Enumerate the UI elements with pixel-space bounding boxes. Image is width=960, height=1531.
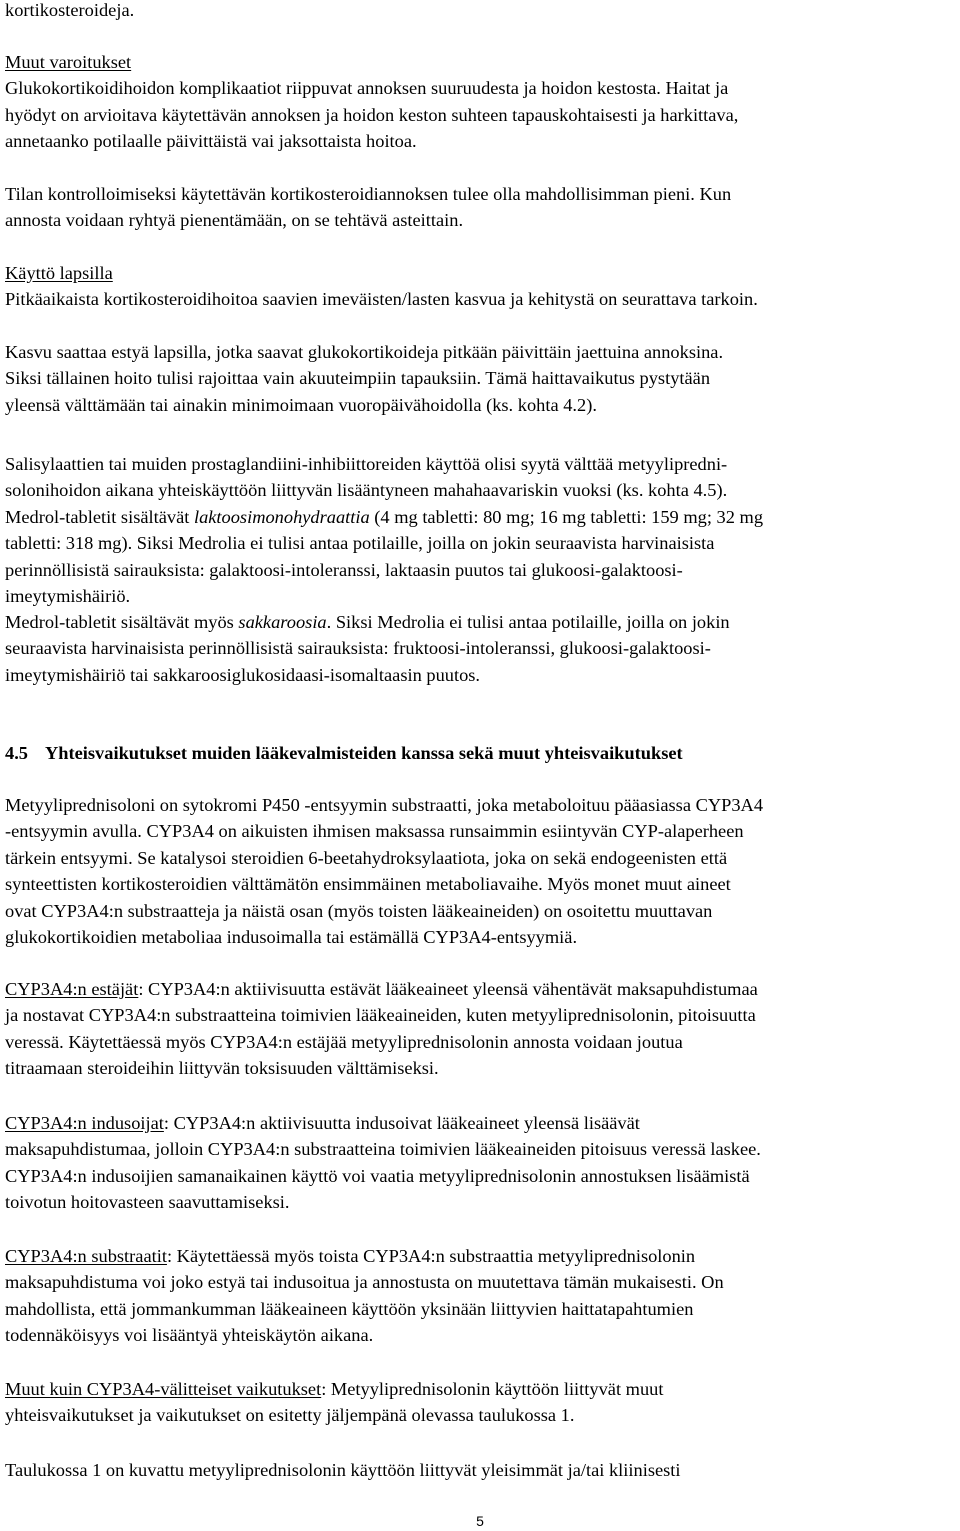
text-run: . Siksi Medrolia ei tulisi antaa potilaille, joilla on jokin: [326, 612, 730, 632]
section-substraatit: [5, 1243, 724, 1349]
paragraph-line: imeytymishäiriö tai sakkaroosiglukosidaasi-isomaltaasin puutos.: [5, 664, 481, 685]
text-run: : Metyyliprednisolonin käyttöön liittyvät muut: [321, 1379, 664, 1399]
text-run: (4 mg tabletti: 80 mg; 16 mg tabletti: 159 mg; 32 mg: [369, 506, 764, 527]
paragraph-line: seuraavista harvinaisista perinnöllisistä sairauksista: fruktoosi-intoleranssi, glukoosi-galaktoosi-: [5, 638, 711, 659]
paragraph-line: glukokortikoidien metaboliaa indusoimalla tai estämällä CYP3A4-entsyymiä.: [5, 927, 578, 948]
paragraph-line: maksapuhdistuma voi joko estyä tai indusoitua ja annostusta on muutettava tämän mukaisesti. On: [5, 1272, 724, 1293]
paragraph-line: annosta voidaan ryhtyä pienentämään, on se tehtävä asteittain.: [5, 210, 464, 231]
section-muut-kuin: [5, 1376, 663, 1429]
paragraph-line: mahdollista, että jommankumman lääkeaineen käyttöön yksinään liittyvien haittatapahtumien: [5, 1298, 694, 1319]
intro-text: kortikosteroideja.: [5, 0, 135, 20]
estajat-label: CYP3A4:n estäjät: [5, 979, 139, 999]
paragraph-line: solonihoidon aikana yhteiskäyttöön liittyvän lisääntyneen mahahaavariskin vuoksi (ks. kohta 4.5).: [5, 480, 728, 501]
section-cyp-intro: [5, 792, 763, 950]
paragraph-line: Glukokortikoidihoidon komplikaatiot riippuvat annoksen suuruudesta ja hoidon kestosta. Haitat ja: [5, 78, 729, 99]
section-heading-4-5: [5, 740, 683, 766]
section-title: Yhteisvaikutukset muiden lääkevalmisteiden kanssa sekä muut yhteisvaikutukset: [45, 743, 683, 763]
paragraph-line: toivotun hoitovasteen saavuttamiseksi.: [5, 1192, 290, 1213]
paragraph-line: Salisylaattien tai muiden prostaglandiini-inhibiittoreiden käyttöä olisi syytä välttää metyylipredni-: [5, 454, 728, 474]
paragraph-line: ja nostavat CYP3A4:n substraatteina toimivien lääkeaineiden, kuten metyyliprednisolonin, pitoisuutta: [5, 1005, 756, 1026]
section-salisylaatit: [5, 451, 763, 609]
paragraph-line: titraamaan steroideihin liittyvän toksisuuden välttämiseksi.: [5, 1058, 439, 1079]
section-number: 4.5: [5, 743, 28, 763]
section-kaytto-lapsilla: [5, 260, 758, 418]
section-indusoijat: [5, 1110, 761, 1216]
paragraph-line: synteettisten kortikosteroidien välttämätön ensimmäinen metaboliavaihe. Myös monet muut aineet: [5, 874, 731, 895]
paragraph-line: -entsyymin avulla. CYP3A4 on aikuisten ihmisen maksassa runsaimmin esiintyvän CYP-alaperheen: [5, 821, 744, 842]
paragraph-line: Metyyliprednisoloni on sytokromi P450 -entsyymin substraatti, joka metaboloituu pääasiassa CYP3A4: [5, 795, 764, 815]
paragraph-line: CYP3A4:n indusoijien samanaikainen käyttö voi vaatia metyyliprednisolonin annostuksen lisäämistä: [5, 1165, 750, 1186]
paragraph-line: Siksi tällainen hoito tulisi rajoittaa vain akuuteimpiin tapauksiin. Tämä haittavaikutus pystytään: [5, 368, 711, 389]
paragraph-line: [5, 609, 730, 635]
paragraph-line: tärkein entsyymi. Se katalysoi steroidien 6-beetahydroksylaatiota, joka on sekä endogeenisten että: [5, 847, 728, 868]
paragraph-line: [5, 1110, 761, 1136]
paragraph-line: yhteisvaikutukset ja vaikutukset on esitetty jäljempänä olevassa taulukossa 1.: [5, 1405, 575, 1426]
paragraph-line: tabletti: 318 mg). Siksi Medrolia ei tulisi antaa potilaille, joilla on jokin seuraavista harvinaisista: [5, 533, 715, 554]
paragraph-line: todennäköisyys voi lisääntyä yhteiskäytön aikana.: [5, 1325, 374, 1346]
italic-term: sakkaroosia: [238, 612, 327, 632]
muut-varoitukset-heading: Muut varoitukset: [5, 52, 132, 72]
section-estajat: [5, 976, 758, 1082]
paragraph-line: hyödyt on arvioitava käytettävän annoksen ja hoidon keston suhteen tapauskohtaisesti ja harkittava,: [5, 104, 739, 125]
text-run: : CYP3A4:n aktiivisuutta indusoivat lääkeaineet yleensä lisäävät: [163, 1113, 640, 1133]
text-run: : CYP3A4:n aktiivisuutta estävät lääkeaineet yleensä vähentävät maksapuhdistumaa: [138, 979, 758, 999]
muut-kuin-label: Muut kuin CYP3A4-välitteiset vaikutukset: [5, 1379, 322, 1399]
section-taulukko: [5, 1457, 681, 1483]
paragraph-line: yleensä välttämään tai ainakin minimoimaan vuoropäivähoidolla (ks. kohta 4.2).: [5, 394, 597, 415]
paragraph-line: annetaanko potilaalle päivittäistä vai jaksottaista hoitoa.: [5, 131, 417, 152]
paragraph-line: [5, 976, 758, 1002]
italic-term: laktoosimonohydraattia: [193, 506, 370, 527]
text-run: Medrol-tabletit sisältävät: [5, 506, 194, 527]
paragraph-line: perinnöllisistä sairauksista: galaktoosi-intoleranssi, laktaasin puutos tai glukoosi-galaktoosi-: [5, 559, 683, 580]
text-run: : Käytettäessä myös toista CYP3A4:n substraattia metyyliprednisolonin: [166, 1246, 696, 1266]
paragraph-line: [5, 1243, 724, 1269]
paragraph-line: [5, 1376, 663, 1402]
page-number: 5: [476, 1513, 484, 1529]
paragraph-line: veressä. Käytettäessä myös CYP3A4:n estäjää metyyliprednisolonin annosta voidaan joutua: [5, 1031, 683, 1052]
paragraph-line: ovat CYP3A4:n substraatteja ja näistä osan (myös toisten lääkeaineiden) on osoitettu muuttavan: [5, 900, 713, 921]
paragraph-line: [5, 504, 763, 530]
indusoijat-label: CYP3A4:n indusoijat: [5, 1113, 164, 1133]
paragraph-line: imeytymishäiriö.: [5, 586, 131, 607]
kaytto-lapsilla-heading: Käyttö lapsilla: [5, 263, 113, 283]
paragraph-line: Tilan kontrolloimiseksi käytettävän kortikosteroidiannoksen tulee olla mahdollisimman pieni. Kun: [5, 183, 732, 204]
paragraph-line: maksapuhdistumaa, jolloin CYP3A4:n substraatteina toimivien lääkeaineiden pitoisuus veressä laskee.: [5, 1139, 761, 1160]
section-muut-varoitukset: [5, 49, 738, 233]
text-run: Medrol-tabletit sisältävät myös: [5, 612, 239, 632]
substraatit-label: CYP3A4:n substraatit: [5, 1246, 167, 1266]
paragraph-line: Pitkäaikaista kortikosteroidihoitoa saavien imeväisten/lasten kasvua ja kehitystä on seurattava tarkoin.: [5, 289, 758, 310]
paragraph-line: Taulukossa 1 on kuvattu metyyliprednisolonin käyttöön liittyvät yleisimmät ja/tai kliinisesti: [5, 1460, 681, 1480]
section-sakkaroosi: [5, 609, 730, 688]
paragraph-line: Kasvu saattaa estyä lapsilla, jotka saavat glukokortikoideja pitkään päivittäin jaettuina annoksina.: [5, 341, 724, 362]
